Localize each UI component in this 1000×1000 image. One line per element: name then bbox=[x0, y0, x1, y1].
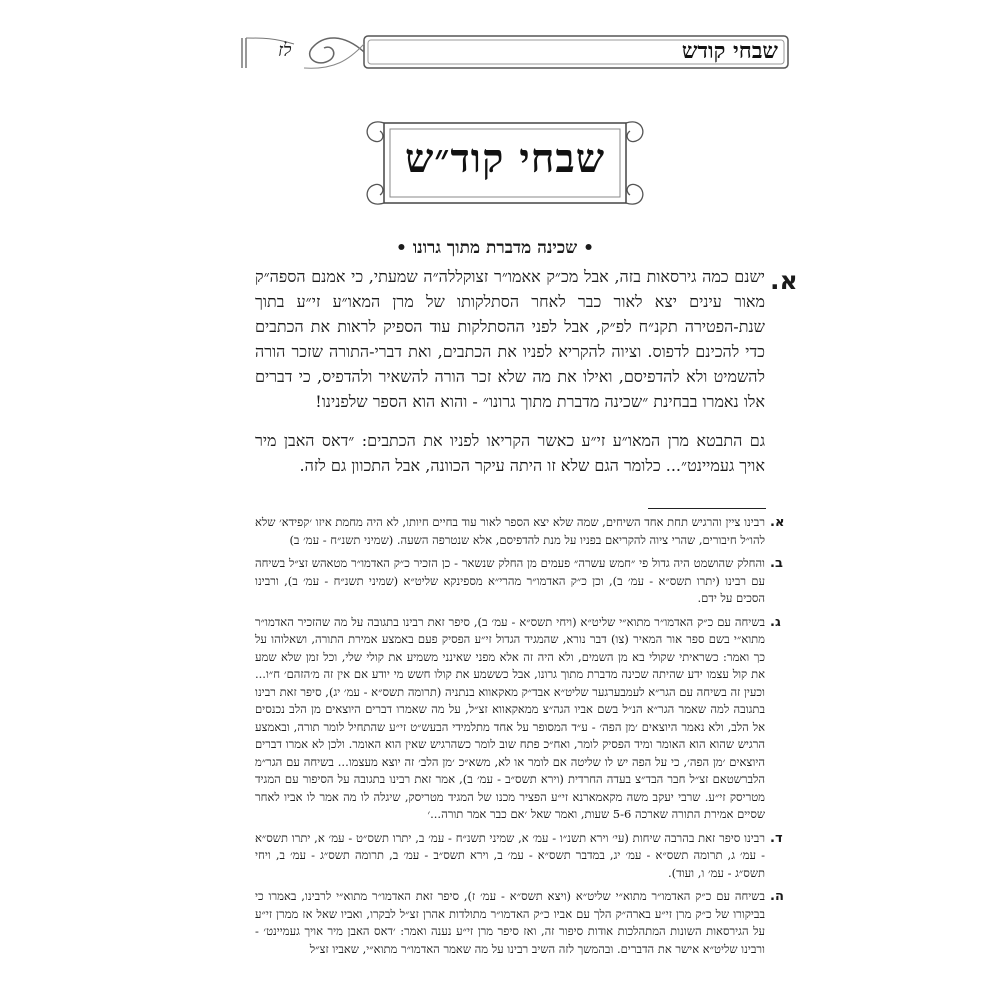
footnote bbox=[255, 614, 781, 824]
footnote-divider bbox=[648, 508, 766, 509]
footnote-letter: א. bbox=[770, 515, 785, 530]
footnotes bbox=[255, 514, 785, 964]
chapter-title: שבחי קוד״ש bbox=[404, 135, 606, 182]
main-text bbox=[255, 264, 765, 478]
page-number: לז bbox=[278, 40, 292, 61]
footnote bbox=[255, 514, 785, 549]
footnote bbox=[255, 555, 783, 608]
running-header bbox=[234, 30, 794, 74]
section-heading: • שכינה מדברת מתוך גרונו • bbox=[396, 238, 594, 258]
running-header-title: שבחי קודש bbox=[681, 38, 778, 64]
footnote-letter: ה. bbox=[770, 889, 784, 904]
footnote-text: רבינו ציין והרגיש תחת אחד השיחים, שמה שלא יצא הספר לאור עוד בחיים חיותו, לא היה מחמת איזו ׳קפידא׳ שלא להו״ל חיבורים, שהרי ציוה להקריאם בפניו על מנת להדפיסם, אלא שנטרפה השעה. (שמיני תשנ״ח - עמ׳ ב) bbox=[255, 515, 765, 547]
footnote-letter: ב. bbox=[770, 556, 783, 571]
footnote-text: והחלק שהושמט היה גדול פי ״חמש עשרה״ פעמים מן החלק שנשאר - כן הזכיר כ״ק האדמו״ר מטאהש זצ״ל בשיחה עם רבינו (יתרו תשס״א - עמ׳ ב), וכן כ״ק האדמו״ר מהרי״א מספינקא שליט״א (שמיני תשנ״ח - עמ׳ ב), ורבינו הסכים על ידם. bbox=[255, 556, 765, 605]
footnote-text: בשיחה עם כ״ק האדמו״ר מתוא״י שליט״א (ויצא תשס״א - עמ׳ ז), סיפר זאת האדמו״ר מתוא״י לרבינו, באמרו כי בביקורו של כ״ק מרן זי״ע בארה״ק הלך עם אביו כ״ק האדמו״ר מתולדות אהרן זצ״ל לבקרו, ואביו שאל אז ממרן זי״ע על הגירסאות השונות המתהלכות אודות סיפור זה, ואז סיפר מרן זי״ע נענה ואמר: ׳דאס האבן מיר אויך געמיינט׳ - ורבינו שליט״א אישר את הדברים. ובהמשך לזה השיב רבינו על מה שאמר האדמו״ר מתוא״י, שאביו זצ״ל bbox=[255, 889, 765, 956]
footnote-letter: ד. bbox=[770, 830, 783, 846]
footnote-text: רבינו סיפר זאת בהרבה שיחות (עי׳ וירא תשנ״ו - עמ׳ א, שמיני תשנ״ח - עמ׳ ב, יתרו תשס״ט - עמ׳ א, יתרו תשס״א - עמ׳ ג, תרומה תשס״א - עמ׳ יג, במדבר תשס״א - עמ׳ ב, וירא תשס״ב - עמ׳ ב, תרומה תשס״ג - עמ׳ ב, ויחי תשס״ג - עמ׳ ו, ועוד). bbox=[255, 830, 765, 880]
footnote bbox=[255, 888, 784, 958]
chapter-title-frame bbox=[360, 113, 650, 213]
footnote bbox=[255, 830, 783, 883]
paragraph-letter: א. bbox=[770, 266, 798, 295]
footnote-letter: ג. bbox=[770, 614, 781, 630]
paragraph-1: ישנם כמה גירסאות בזה, אבל מכ״ק אאמו״ר זצוקללה״ה שמעתי, כי אמנם הספה״ק מאור עינים יצא לאור כבר לאחר הסתלקותו של מרן המאו״ע זי״ע בתוך שנת-הפטירה תקנ״ח לפ״ק, אבל לפני ההסתלקות עוד הספיק לראות את הכתבים כדי להכינם לדפוס. וציוה להקריא לפניו את הכתבים, ואת דברי-התורה שזכר הורה להשמיט ולא להדפיסם, ואילו את מה שלא זכר הורה להשאיר ולהדפיס, כי דברים אלו נאמרו בבחינת ״שכינה מדברת מתוך גרונו״ - והוא הוא הספר שלפנינו! bbox=[255, 267, 765, 411]
footnote-text: בשיחה עם כ״ק האדמו״ר מתוא״י שליט״א (ויחי תשס״א - עמ׳ ב), סיפר זאת רבינו בתגובה על מה שהזכיר האדמו״ר מתוא״י בשם ספר אור המאיר (צו) דבר נורא, שהמגיד הגדול זי״ע הפסיק פעם באמצע אמירת התורה, ושאלוהו על כך ואמר: כשראיתי שקולי בא מן השמים, ולא היה זה אלא מפני שאינני משמיע את קולי שלי, וכל זמן שלא שמע את קול עצמו ידע שהיתה שכינה מדברת מתוך גרונו, אבל כששמע את קולו חשש מי יודע אם אין זה מ׳הזהם׳ ח״ו... וכעין זה בשיחה עם הגר״א לעמבערגער שליט״א אבד״ק מאקאווא בנתניה (תרומה תשס״א - עמ׳ יג), סיפר זאת רבינו בתגובה למה שאמר הגר״א הנ״ל בשם אביו הגה״צ ממאקאווא זצ״ל, על מה שאמרו דברים היוצאים מן הלב נכנסים אל הלב, ולא נאמר היוצאים ׳מן הפה׳ - ע״ד המסופר על אחד מתלמידי הבעש״ט זי״ע שהתחיל לומר תורה, ובאמצע הרגיש שהוא הוא האומר ומיד הפסיק לומר, ואח״כ פתח שוב לומר כשהרגיש שאין הוא האומר. ולכן לא אמרו דברים היוצאים ׳מן הפה׳, כי על הפה יש לו שליטה אם לומר או לא, משא״כ ׳מן הלב׳ זה יוצא מעצמו... בשיחה עם הגר״מ הלברשטאם זצ״ל חבר הבד״צ בעדה החרדית (וירא תשס״ב - עמ׳ ב), אמר זאת רבינו בתגובה על הסיפור עם המגיד מטריסק זי״ע. שרבי יעקב משה מקאמארנא זי״ע הפציר מכנו של המגיד מטריסק, שיגלה לו מה אמר לו אביו לאחר שסיים אמירת התורה שארכה 5-6 שעות, ואמר שאל ׳אם כבר אמר תורה...׳ bbox=[255, 614, 765, 821]
paragraph-2: גם התבטא מרן המאו״ע זי״ע כאשר הקריאו לפניו את הכתבים: ״דאס האבן מיר אויך געמיינט״... כלומר הגם שלא זו היתה עיקר הכוונה, אבל התכוון גם לזה. bbox=[255, 431, 765, 475]
